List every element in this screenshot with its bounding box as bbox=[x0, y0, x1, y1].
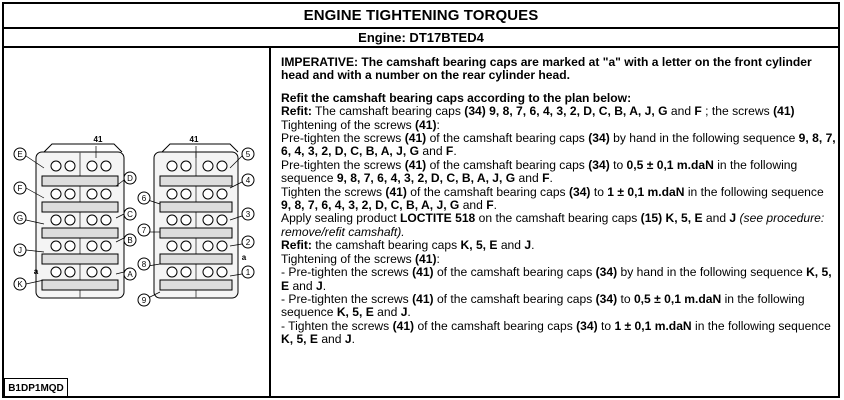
instruction-segment: K, 5, E bbox=[281, 265, 832, 293]
instruction-segment: Pre-tighten the screws bbox=[281, 131, 405, 146]
label-A: A bbox=[127, 270, 133, 279]
instruction-segment: 1 ± 0,1 m.daN bbox=[614, 318, 692, 333]
instruction-segment: of the camshaft bearing caps bbox=[414, 318, 577, 333]
label-F: F bbox=[17, 184, 23, 193]
instructions-text bbox=[281, 56, 837, 347]
instruction-segment: - Pre-tighten the screws bbox=[281, 291, 413, 306]
instruction-segment: K, 5, E bbox=[336, 305, 374, 320]
label-G: G bbox=[16, 214, 24, 223]
instruction-segment: F bbox=[486, 198, 494, 213]
label-4: 4 bbox=[245, 176, 251, 185]
label-J: J bbox=[18, 246, 22, 255]
figure-cell bbox=[2, 46, 271, 398]
instruction-segment: 0,5 ± 0,1 m.daN bbox=[633, 291, 722, 306]
instruction-segment: Apply sealing product bbox=[281, 211, 400, 226]
instruction-line bbox=[281, 239, 837, 252]
instruction-segment: K, 5, E bbox=[281, 332, 318, 347]
instruction-segment: Tightening of the screws bbox=[281, 117, 415, 132]
instruction-segment: (34) bbox=[595, 265, 618, 280]
instruction-segment: Refit: bbox=[281, 104, 312, 119]
instruction-segment: (41) bbox=[415, 117, 437, 132]
instruction-segment: (41) bbox=[412, 291, 434, 306]
instruction-segment: and bbox=[289, 278, 316, 293]
instruction-segment: in the following sequence bbox=[281, 291, 805, 320]
instruction-segment: . bbox=[493, 198, 498, 213]
instruction-lines bbox=[281, 92, 837, 347]
label-D: D bbox=[127, 174, 133, 183]
instruction-segment: (34) bbox=[588, 131, 610, 146]
figure-reference: B1DP1MQD bbox=[4, 378, 68, 398]
instruction-segment: of the camshaft bearing caps bbox=[406, 184, 569, 199]
instruction-segment: in the following sequence bbox=[281, 157, 798, 186]
instruction-segment: - Tighten the screws bbox=[281, 318, 393, 333]
instruction-segment: to bbox=[590, 184, 608, 199]
instruction-segment: and bbox=[667, 104, 695, 119]
label-41-left: 41 bbox=[93, 135, 103, 144]
instruction-segment: (41) bbox=[773, 104, 795, 119]
instruction-line bbox=[281, 320, 837, 347]
instruction-segment: 9, 8, 7, 6, 4, 3, 2, D, C, B, A, J, G bbox=[281, 131, 836, 159]
instruction-segment: . bbox=[322, 278, 327, 293]
instruction-segment: and bbox=[515, 171, 543, 186]
engine-label: Engine: DT17BTED4 bbox=[2, 29, 840, 48]
instruction-segment: (34) bbox=[588, 157, 610, 172]
instruction-line bbox=[281, 253, 837, 266]
instruction-segment: F bbox=[694, 104, 702, 119]
instruction-line bbox=[281, 92, 837, 105]
instruction-segment: the camshaft bearing caps bbox=[311, 238, 461, 253]
instruction-line bbox=[281, 159, 837, 186]
instruction-segment: (41) bbox=[385, 184, 407, 199]
cylinder-head-diagram bbox=[4, 48, 269, 378]
label-7: 7 bbox=[141, 226, 147, 235]
instruction-segment: (41) bbox=[415, 251, 437, 266]
instruction-segment: . bbox=[549, 171, 553, 186]
instruction-line bbox=[281, 132, 837, 159]
instruction-segment: J bbox=[315, 278, 323, 293]
instruction-segment: J bbox=[400, 305, 408, 320]
instruction-segment: F bbox=[542, 171, 550, 186]
instruction-segment: (34) bbox=[568, 184, 591, 199]
instruction-segment: 9, 8, 7, 6, 4, 3, 2, D, C, B, A, J, G bbox=[336, 171, 516, 186]
instruction-segment: : bbox=[436, 251, 440, 266]
instruction-segment: of the camshaft bearing caps bbox=[433, 265, 596, 280]
page-title: ENGINE TIGHTENING TORQUES bbox=[2, 2, 840, 29]
label-K: K bbox=[17, 280, 23, 289]
instruction-segment: on the camshaft bearing caps bbox=[475, 211, 641, 226]
instruction-segment: Pre-tighten the screws bbox=[281, 157, 405, 172]
instruction-segment: J bbox=[524, 238, 532, 253]
instruction-segment: and bbox=[373, 305, 401, 320]
imperative-note: IMPERATIVE: The camshaft bearing caps are marked at "a" with a letter on the front cylinder head and with a number on the rear cylinder head. bbox=[281, 55, 812, 83]
label-a-left: a bbox=[33, 267, 39, 276]
instruction-segment: and bbox=[497, 238, 525, 253]
instruction-segment: (34) bbox=[595, 291, 618, 306]
instruction-segment: (41) bbox=[404, 131, 427, 146]
instruction-segment: (34) 9, 8, 7, 6, 4, 3, 2, D, C, B, A, J, G bbox=[464, 104, 668, 119]
instruction-segment: The camshaft bearing caps bbox=[311, 104, 465, 119]
instruction-line bbox=[281, 266, 837, 293]
instruction-segment: (41) bbox=[404, 157, 427, 172]
instruction-segment: . bbox=[351, 332, 355, 347]
instruction-segment: 9, 8, 7, 6, 4, 3, 2, D, C, B, A, J, G bbox=[281, 198, 460, 213]
instruction-segment: (see procedure: remove/refit camshaft). bbox=[281, 211, 825, 239]
instruction-line bbox=[281, 293, 837, 320]
label-E: E bbox=[17, 150, 23, 159]
instruction-segment: to bbox=[617, 291, 634, 306]
instruction-segment: ; the screws bbox=[701, 104, 774, 119]
instruction-segment: LOCTITE 518 bbox=[400, 211, 476, 226]
instruction-segment: . bbox=[531, 238, 535, 253]
instruction-segment: Refit: bbox=[281, 238, 312, 253]
instruction-segment: and bbox=[702, 211, 730, 226]
instruction-segment: . bbox=[453, 144, 457, 159]
instruction-segment: and bbox=[317, 332, 345, 347]
instruction-segment: in the following sequence bbox=[691, 318, 831, 333]
instruction-segment: and bbox=[419, 144, 446, 159]
instruction-segment: and bbox=[459, 198, 487, 213]
instruction-segment: . bbox=[407, 305, 411, 320]
instruction-segment: J bbox=[344, 332, 352, 347]
instruction-segment: K, 5, E bbox=[460, 238, 498, 253]
instruction-segment: F bbox=[445, 144, 454, 159]
instruction-segment: 1 ± 0,1 m.daN bbox=[607, 184, 685, 199]
front-cylinder-head bbox=[33, 144, 124, 298]
instruction-segment: (34) bbox=[576, 318, 598, 333]
label-2: 2 bbox=[245, 238, 251, 247]
instruction-segment: of the camshaft bearing caps bbox=[426, 157, 589, 172]
label-1: 1 bbox=[245, 268, 251, 277]
instruction-segment: (41) bbox=[412, 265, 434, 280]
instruction-segment: - Pre-tighten the screws bbox=[281, 265, 413, 280]
label-a-right: a bbox=[241, 253, 247, 262]
label-41-right: 41 bbox=[189, 135, 199, 144]
label-B: B bbox=[127, 236, 133, 245]
instruction-line bbox=[281, 105, 837, 118]
instruction-line bbox=[281, 186, 837, 213]
instruction-segment: of the camshaft bearing caps bbox=[426, 131, 589, 146]
instruction-segment: 0,5 ± 0,1 m.daN bbox=[626, 157, 714, 172]
instruction-segment: in the following sequence bbox=[684, 184, 824, 199]
rear-cylinder-head bbox=[154, 144, 238, 298]
instruction-segment: by hand in the following sequence bbox=[617, 265, 807, 280]
label-5: 5 bbox=[245, 150, 251, 159]
instruction-segment: (15) K, 5, E bbox=[640, 211, 703, 226]
label-6: 6 bbox=[141, 194, 147, 203]
instruction-line bbox=[281, 119, 837, 132]
instruction-segment: J bbox=[729, 211, 737, 226]
label-C: C bbox=[127, 210, 133, 219]
instruction-segment: to bbox=[597, 318, 615, 333]
label-8: 8 bbox=[141, 260, 147, 269]
label-3: 3 bbox=[245, 210, 251, 219]
instruction-segment: : bbox=[436, 117, 440, 132]
instruction-segment: (41) bbox=[392, 318, 415, 333]
instruction-segment: by hand in the following sequence bbox=[609, 131, 799, 146]
instruction-line bbox=[281, 212, 837, 239]
instruction-segment: Refit the camshaft bearing caps according to the plan below: bbox=[281, 90, 632, 105]
label-9: 9 bbox=[141, 296, 147, 305]
instruction-segment: Tighten the screws bbox=[281, 184, 386, 199]
instruction-segment: Tightening of the screws bbox=[281, 251, 415, 266]
instruction-segment: of the camshaft bearing caps bbox=[433, 291, 596, 306]
instruction-segment: to bbox=[609, 157, 627, 172]
